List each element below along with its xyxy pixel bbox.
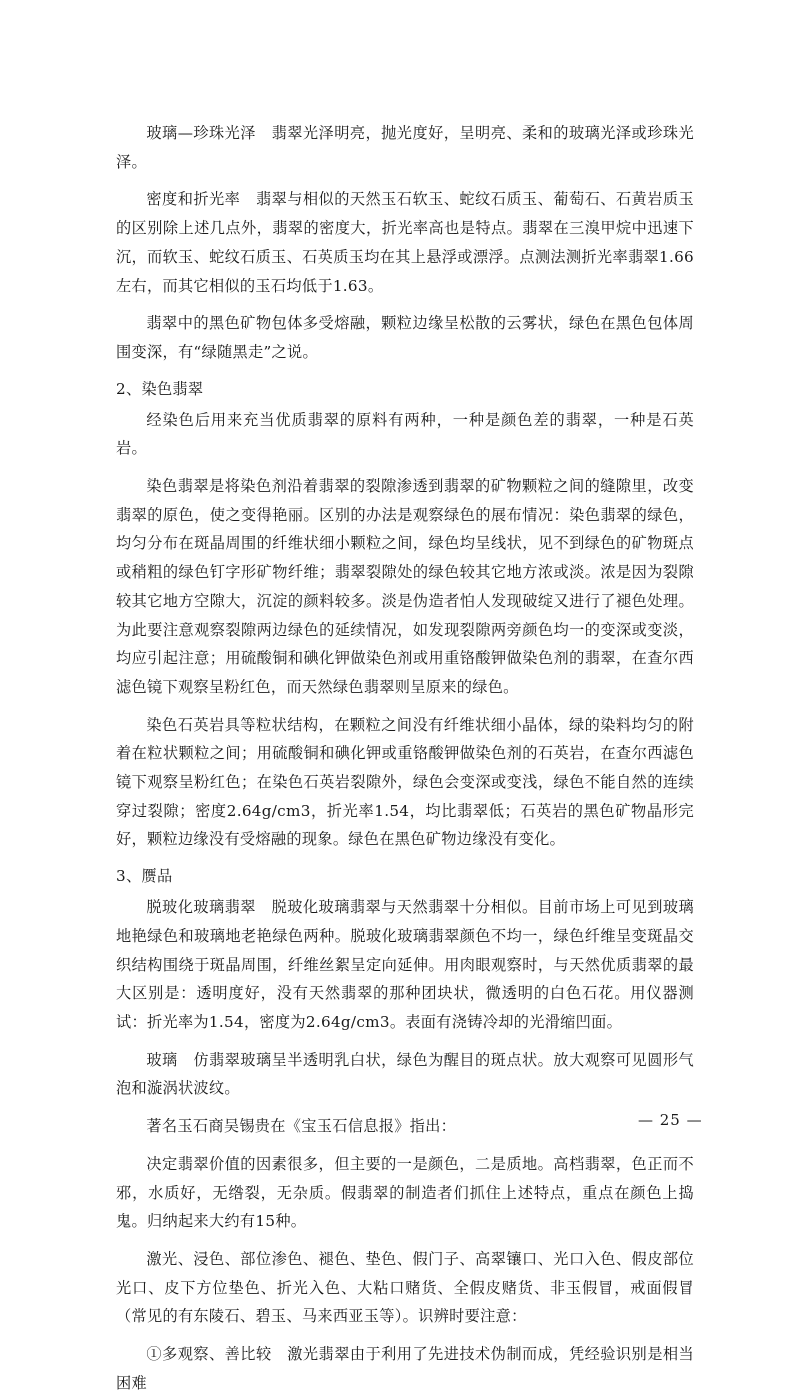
paragraph-value-factors: 决定翡翠价值的因素很多，但主要的一是颜色，二是质地。高档翡翠，色正而不邪，水质好，无绺裂，无杂质。假翡翠的制造者们抓住上述特点，重点在颜色上捣鬼。归纳起来大约有15种。 (116, 1154, 694, 1231)
paragraph-devitrified-glass: 脱玻化玻璃翡翠 脱玻化玻璃翡翠与天然翡翠十分相似。目前市场上可见到玻璃地艳绿色和玻璃地老艳绿色两种。脱玻化玻璃翡翠颜色不均一，绿色纤维呈变斑晶交织结构围绕于斑晶周围，纤维丝絮呈定向延伸。用肉眼观察时，与天然优质翡翠的最大区别是：透明度好，没有天然翡翠的那种团块状，微透明的白色石花。用仪器测试：折光率为1.54，密度为2.64g/cm3。表面有浇铸冷却的光滑缩凹面。 (116, 898, 694, 1031)
paragraph-dyed-jadeite: 染色翡翠是将染色剂沿着翡翠的裂隙渗透到翡翠的矿物颗粒之间的缝隙里，改变翡翠的原色，使之变得艳丽。区别的办法是观察绿色的展布情况：染色翡翠的绿色，均匀分布在斑晶周围的纤维状细小颗粒之间，绿色均呈线状，见不到绿色的矿物斑点或稍粗的绿色钉字形矿物纤维；翡翠裂隙处的绿色较其它地方浓或淡。浓是因为裂隙较其它地方空隙大，沉淀的颜料较多。淡是伪造者怕人发现破绽又进行了褪色处理。为此要注意观察裂隙两边绿色的延续情况，如发现裂隙两旁颜色均一的变深或变淡，均应引起注意；用硫酸铜和碘化钾做染色剂或用重铬酸钾做染色剂的翡翠，在查尔西滤色镜下观察呈粉红色，而天然绿色翡翠则呈原来的绿色。 (116, 477, 694, 696)
paragraph-fake-methods: 激光、浸色、部位渗色、褪色、垫色、假门子、高翠镶口、光口入色、假皮部位光口、皮下方位垫色、折光入色、大粘口赌货、全假皮赌货、非玉假冒，戒面假冒（常见的有东陵石、碧玉、马来西亚玉等）。识辨时要注意： (116, 1249, 694, 1326)
paragraph-observe-compare: ①多观察、善比较 激光翡翠由于利用了先进技术伪制而成，凭经验识别是相当困难 (116, 1345, 694, 1392)
heading-dyed-jadeite: 2、染色翡翠 (116, 379, 204, 398)
paragraph-quote-intro: 著名玉石商吴锡贵在《宝玉石信息报》指出： (146, 1117, 457, 1136)
paragraph-black-inclusions: 翡翠中的黑色矿物包体多受熔融，颗粒边缘呈松散的云雾状，绿色在黑色包体周围变深，有“绿随黑走”之说。 (116, 314, 694, 361)
page-number: — 25 — (638, 1111, 703, 1129)
paragraph-luster: 玻璃—珍珠光泽 翡翠光泽明亮，抛光度好，呈明亮、柔和的玻璃光泽或珍珠光泽。 (116, 124, 694, 171)
paragraph-density-refraction: 密度和折光率 翡翠与相似的天然玉石软玉、蛇纹石质玉、葡萄石、石黄岩质玉的区别除上述几点外，翡翠的密度大，折光率高也是特点。翡翠在三溴甲烷中迅速下沉，而软玉、蛇纹石质玉、石英质玉均在其上悬浮或漂浮。点测法测折光率翡翠1.66左右，而其它相似的玉石均低于1.63。 (116, 190, 694, 295)
paragraph-dyed-quartzite: 染色石英岩具等粒状结构，在颗粒之间没有纤维状细小晶体，绿的染料均匀的附着在粒状颗粒之间；用硫酸铜和碘化钾或重铬酸钾做染色剂的石英岩，在查尔西滤色镜下观察呈粉红色；在染色石英岩裂隙外，绿色会变深或变浅，绿色不能自然的连续穿过裂隙；密度2.64g/cm3，折光率1.54，均比翡翠低；石英岩的黑色矿物晶形完好，颗粒边缘没有受熔融的现象。绿色在黑色矿物边缘没有变化。 (116, 715, 694, 849)
paragraph-glass: 玻璃 仿翡翠玻璃呈半透明乳白状，绿色为醒目的斑点状。放大观察可见圆形气泡和漩涡状波纹。 (116, 1050, 694, 1098)
heading-imitations: 3、赝品 (116, 867, 173, 886)
paragraph-dyed-materials: 经染色后用来充当优质翡翠的原料有两种，一种是颜色差的翡翠，一种是石英岩。 (116, 410, 694, 458)
